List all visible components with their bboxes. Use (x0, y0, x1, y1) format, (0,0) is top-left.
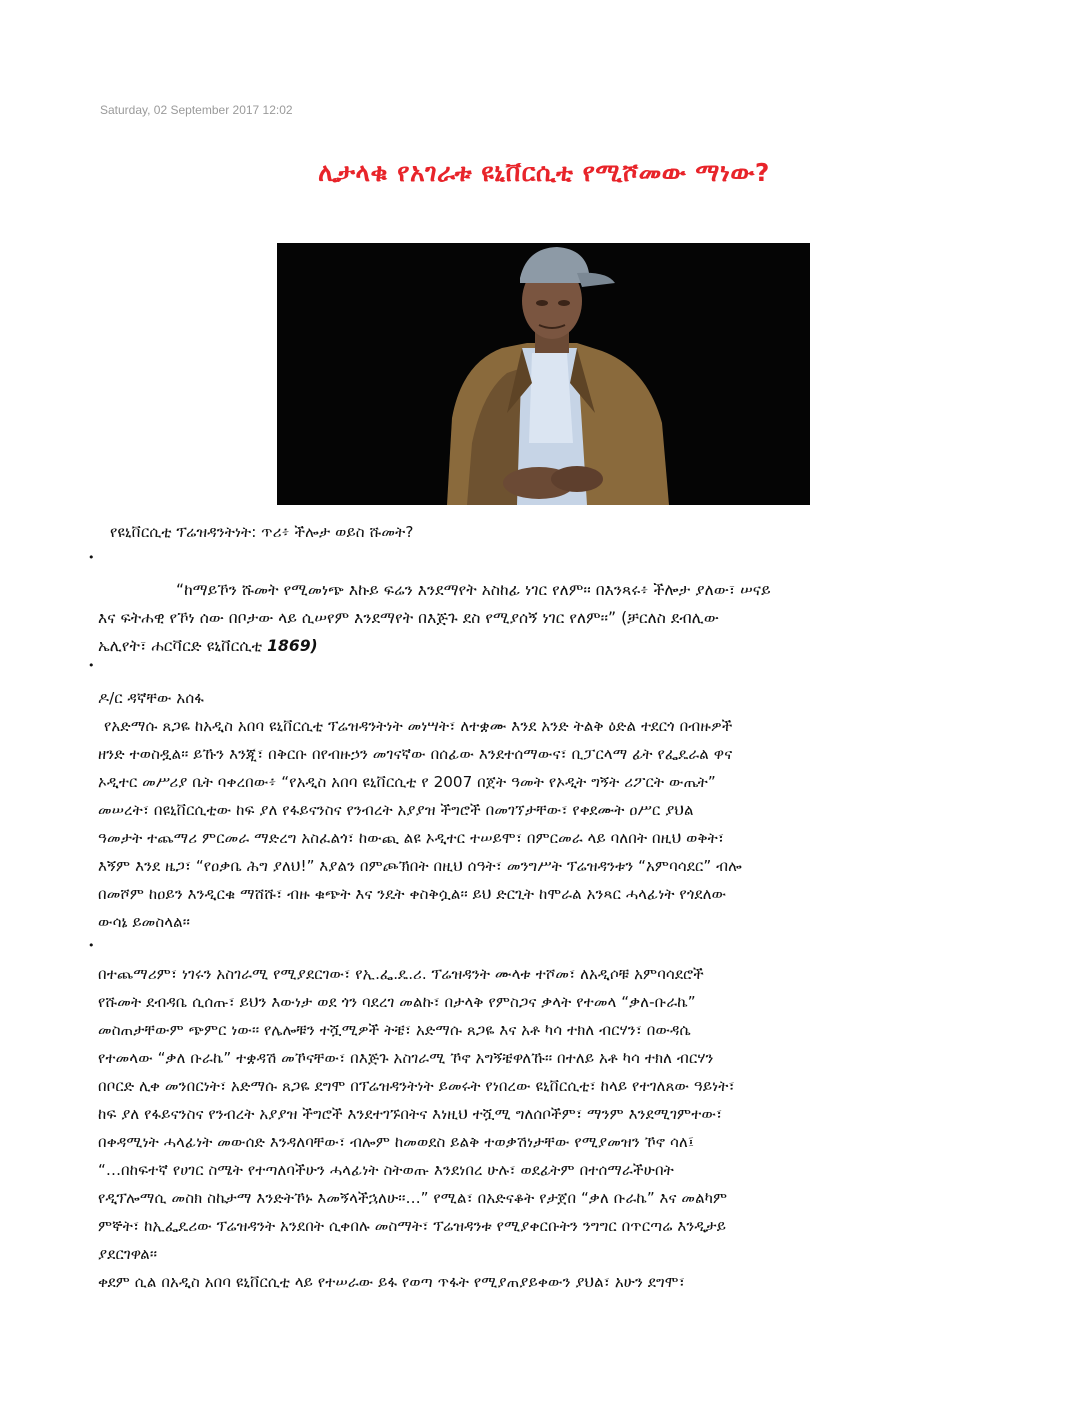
bullet-marker: • (88, 551, 95, 564)
article-photo (277, 243, 810, 505)
paragraph-line: በቦርድ ሊቀ መንበርነት፣ አድማሱ ጸጋዬ ደግሞ በፕሬዝዳንትነት ይመሩት የነበረው ዩኒቨርሲቲ፣ ከላይ የተገለጸው ዓይነት፣ (98, 1077, 735, 1095)
paragraph-line: በተጨማሪም፣ ነገሩን አስገራሚ የሚያደርገው፣ የኢ.ፌ.ዴ.ሪ. ፕሬዝዳንት ሙላቱ ተሾመ፣ ለአዲሶቹ አምባሳደሮች (98, 965, 704, 983)
paragraph-line: የዲፕሎማሲ መስክ ስኬታማ እንድትኾኑ እመኝላችኋለሁ፡፡…” የሚል፣ በአድናቆት የታጀበ “ቃለ ቡራኬ” እና መልካም (98, 1189, 728, 1207)
bullet-marker: • (88, 659, 95, 672)
paragraph-line: መሠረት፣ በዩኒቨርሲቲው ከፍ ያለ የፋይናንስና የንብረት አያያዝ ችግሮች በመገኘታቸው፣ የቀደሙት ዐሥር ያህል (98, 801, 694, 819)
paragraph-line: ዓመታት ተጨማሪ ምርመራ ማድረግ አስፈልጎ፣ ከውጪ ልዩ ኦዲተር ተሠይሞ፣ በምርመራ ላይ ባለበት በዚህ ወቅት፣ (98, 829, 725, 847)
quote-paragraph (98, 576, 978, 660)
subtitle-text: የዩኒቨርሲቲ ፕሬዝዳንትነት: ጥሪ፥ ችሎታ ወይስ ሹመት? (110, 523, 414, 541)
paragraph-line: ያደርገዋል፡፡ (98, 1245, 158, 1263)
paragraph-line: “…በከፍተኛ የሀገር ስሜት የተጣለባችሁን ሓላፊነት ስትወጡ እንደነበረ ሁሉ፣ ወደፊትም በተሰማራችሁበት (98, 1161, 674, 1179)
paragraph-line: የተመላው “ቃለ ቡራኬ” ተቋዳሽ መኾናቸው፣ በእጅጉ አስገራሚ ኾኖ አግኝቼዋለኹ፡፡ በተለይ አቶ ካሳ ተክለ ብርሃን (98, 1049, 714, 1067)
paragraph-line: ዘንድ ተወስዷል፡፡ ይኹን እንጂ፣ በቅርቡ በየብዙኃን መገናኛው በሰፊው እንደተሰማውና፣ ቢፓርላማ ፊት የፌዴራል ዋና (98, 745, 733, 763)
quote-line (98, 632, 978, 660)
paragraph-line: ቀደም ሲል በአዲስ አበባ ዩኒቨርሲቲ ላይ የተሠራው ይፋ የወጣ ጥፋት የሚያጠያይቀውን ያህል፣ አሁን ደግሞ፣ (98, 1273, 685, 1291)
timestamp: Saturday, 02 September 2017 12:02 (100, 103, 293, 117)
author-name: ዶ/ር ዳኛቸው አሰፋ (98, 689, 204, 707)
paragraph-2 (98, 960, 978, 1268)
paragraph-line: ምኞት፣ ከኢፌዴሪው ፕሬዝዳንት አንደበት ሲቀበሉ መስማት፣ ፕሬዝዳንቱ የሚያቀርቡትን ንግግር በጥርጣሬ እንዲታይ (98, 1217, 727, 1235)
paragraph-line: የአድማሱ ጸጋዬ ከአዲስ አበባ ዩኒቨርሲቲ ፕሬዝዳንትነት መነሣት፣ ለተቋሙ እንደ አንድ ትልቅ ዕድል ተደርጎ በብዙዎች (104, 717, 733, 735)
portrait-illustration (277, 243, 810, 505)
author-line (98, 684, 978, 712)
subtitle (98, 518, 978, 546)
article-title: ሊታላቁ የአገራቱ ዩኒቨርሲቲ የሚሾመው ማነው? (318, 158, 770, 187)
paragraph-line: ከፍ ያለ የፋይናንስና የንብረት አያያዝ ችግሮች እንደተገኙበትና እነዚህ ተሿሚ ግለሰቦችም፣ ማንም እንደሚገምተው፣ (98, 1105, 723, 1123)
quote-line: እና ፍትሐዊ የኾነ ሰው በቦታው ላይ ሲሠየም እንደማየት በእጅጉ ደስ የሚያሰኝ ነገር የለም፡፡” (ቻርለስ ደብሊው (98, 609, 719, 627)
quote-year: 1869) (267, 637, 318, 655)
paragraph-line: ውሳኔ ይመስላል፡፡ (98, 913, 190, 931)
paragraph-3 (98, 1268, 978, 1296)
paragraph-line: እኝም እንደ ዜጋ፣ “የዐቃቤ ሕግ ያለህ!” እያልን በምጮኽበት በዚህ ሰዓት፣ መንግሥት ፕሬዝዳንቱን “አምባሳደር” ብሎ (98, 857, 742, 875)
paragraph-line: ኦዲተር መሥሪያ ቤት ባቀረበው፥ “የአዲስ አበባ ዩኒቨርሲቲ የ 2007 በጀት ዓመት የኦዲት ግኝት ሪፖርት ውጤት” (98, 773, 716, 791)
paragraph-line: የሹመት ደብዳቤ ሲሰጡ፣ ይህን እውነታ ወደ ጎን ባደረገ መልኩ፣ በታላቅ የምስጋና ቃላት የተመላ “ቃለ-ቡራኬ” (98, 993, 696, 1011)
paragraph-line: መስጠታቸውም ጭምር ነው፡፡ የሌሎቹን ተሿሚዎች ትቼ፣ አድማሱ ጸጋዬ እና አቶ ካሳ ተክለ ብርሃን፣ በውዳሴ (98, 1021, 691, 1039)
bullet-marker: • (88, 939, 95, 952)
paragraph-line: በመሾም ከዐይን እንዲርቁ ማሸሹ፣ ብዙ ቁጭት እና ንዴት ቀስቅሷል፡፡ ይህ ድርጊት ከሞራል አንጻር ሓላፊነት የጎደለው (98, 885, 727, 903)
quote-line: “ከማይኾን ሹመት የሚመነጭ እኩይ ፍሬን እንደማየት አስከፊ ነገር የለም፡፡ በእንጻሩ፥ ችሎታ ያለው፣ ሠናይ (176, 581, 771, 599)
quote-source: ኤሊየት፣ ሐርቫርድ ዩኒቨርሲቲ (98, 637, 268, 655)
paragraph-1 (98, 712, 978, 936)
paragraph-line: በቀዳሚነት ሓላፊነት መውሰድ እንዳለባቸው፣ ብሎም ከመወደስ ይልቅ ተወቃሽነታቸው የሚያመዝን ኾኖ ሳለ፤ (98, 1133, 695, 1151)
